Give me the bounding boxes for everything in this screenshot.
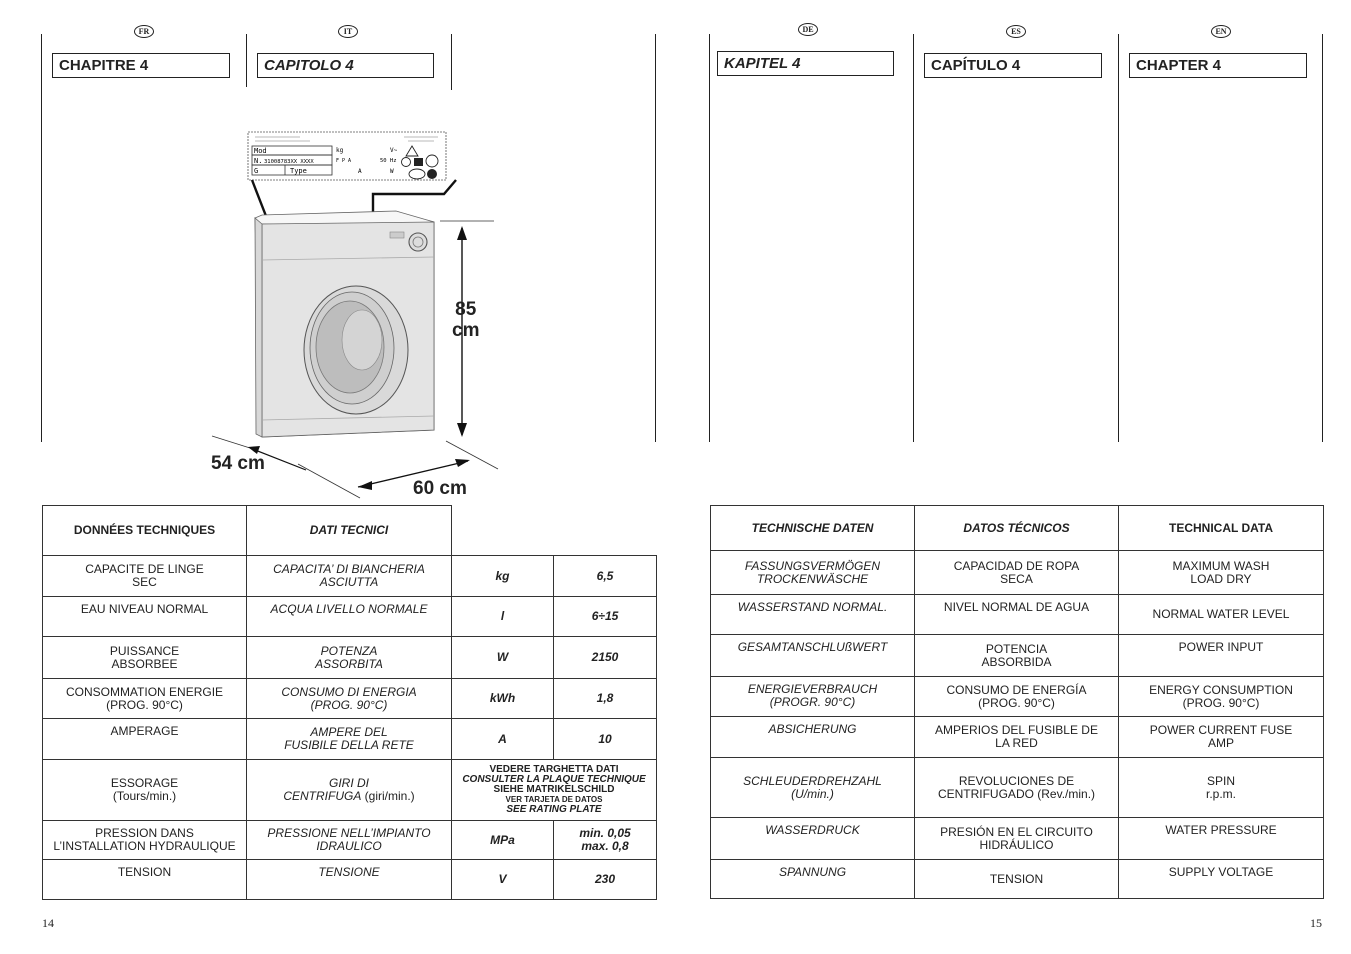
rating-plate-note: VEDERE TARGHETTA DATI CONSULTER LA PLAQUE TECHNIQUE SIEHE MATRIKELSCHILD VER TARJETA DE DATOS SEE RATING PLATE [452, 760, 657, 821]
plate-w: W [390, 168, 394, 175]
table-row: FASSUNGSVERMÖGEN TROCKENWÄSCHE CAPACIDAD DE ROPA SECA MAXIMUM WASH LOAD DRY [711, 551, 1324, 595]
cert-icon [414, 158, 423, 166]
table-header-blank [452, 506, 657, 556]
column-rule [41, 34, 42, 442]
plate-serial: 31008783XX XXXX [264, 159, 314, 165]
plate-g: G [254, 167, 259, 175]
plate-type: Type [290, 167, 307, 175]
table-row: SPANNUNG TENSION SUPPLY VOLTAGE [711, 860, 1324, 899]
lang-badge-de: DE [798, 23, 818, 36]
column-rule [709, 34, 710, 442]
column-rule [1118, 34, 1119, 442]
column-rule [246, 34, 247, 87]
table-row: TENSION TENSIONE V 230 [43, 860, 657, 900]
chapter-title-it: CAPITOLO 4 [257, 53, 434, 78]
chapter-title-es: CAPÍTULO 4 [924, 53, 1102, 78]
table-header: TECHNISCHE DATEN [711, 506, 915, 551]
table-row: ENERGIEVERBRAUCH (PROGR. 90°C) CONSUMO DE ENERGÍA (PROG. 90°C) ENERGY CONSUMPTION (PROG. 90°C) [711, 677, 1324, 717]
column-rule [655, 34, 656, 442]
table-row: PRESSION DANS L’INSTALLATION HYDRAULIQUE PRESSIONE NELL’IMPIANTO IDRAULICO MPa min. 0,05 max. 0,8 [43, 821, 657, 860]
plate-mod: Mod [254, 147, 267, 155]
table-row: CAPACITE DE LINGE SEC CAPACITA’ DI BIANCHERIA ASCIUTTA kg 6,5 [43, 556, 657, 597]
page-number-right: 15 [1310, 916, 1322, 930]
table-row: SCHLEUDERDREHZAHL (U/min.) REVOLUCIONES DE CENTRIFUGADO (Rev./min.) SPIN r.p.m. [711, 758, 1324, 818]
lang-badge-en: EN [1211, 25, 1231, 38]
dimension-height: 85 cm [452, 299, 480, 341]
table-row: AMPERAGE AMPERE DEL FUSIBILE DELLA RETE A 10 [43, 719, 657, 760]
table-header: DATOS TÉCNICOS [915, 506, 1119, 551]
table-header: DONNÉES TECHNIQUES [43, 506, 247, 556]
table-row: WASSERSTAND NORMAL. NIVEL NORMAL DE AGUA NORMAL WATER LEVEL [711, 595, 1324, 635]
table-header: DATI TECNICI [247, 506, 452, 556]
page-number-left: 14 [42, 916, 54, 930]
plate-n: N. [254, 157, 263, 165]
dimension-depth: 54 cm [211, 453, 265, 474]
table-row: PUISSANCE ABSORBEE POTENZA ASSORBITA W 2150 [43, 637, 657, 679]
rating-plate [248, 132, 446, 180]
table-row: ESSORAGE (Tours/min.) GIRI DI CENTRIFUGA (giri/min.) VEDERE TARGHETTA DATI CONSULTER LA PLAQUE TECHNIQUE SIEHE MATRIKELSCHILD VER TARJETA DE DATOS SEE RATING PLATE [43, 760, 657, 821]
table-row: WASSERDRUCK PRESIÓN EN EL CIRCUITO HIDRÁULICO WATER PRESSURE [711, 818, 1324, 860]
washing-machine [255, 211, 434, 437]
table-header: TECHNICAL DATA [1119, 506, 1324, 551]
plate-kg: kg [336, 147, 344, 154]
cert-icon [427, 169, 437, 179]
plate-fpa: F P A [336, 158, 352, 164]
column-rule [913, 34, 914, 442]
program-dial [409, 233, 427, 251]
lang-badge-it: IT [338, 25, 358, 38]
table-row: ABSICHERUNG AMPERIOS DEL FUSIBLE DE LA RED POWER CURRENT FUSE AMP [711, 717, 1324, 758]
spec-table-de-es-en [710, 505, 1324, 899]
chapter-title-de: KAPITEL 4 [717, 51, 894, 76]
lang-badge-es: ES [1006, 25, 1026, 38]
table-row: EAU NIVEAU NORMAL ACQUA LIVELLO NORMALE l 6÷15 [43, 597, 657, 637]
chapter-title-en: CHAPTER 4 [1129, 53, 1307, 78]
table-row: CONSOMMATION ENERGIE (PROG. 90°C) CONSUMO DI ENERGIA (PROG. 90°C) kWh 1,8 [43, 679, 657, 719]
table-row: GESAMTANSCHLUßWERT POTENCIA ABSORBIDA POWER INPUT [711, 635, 1324, 677]
column-rule [451, 34, 452, 90]
lang-badge-fr: FR [134, 25, 154, 38]
plate-v: V~ [390, 147, 398, 154]
column-rule [1322, 34, 1323, 442]
plate-a: A [358, 168, 362, 175]
chapter-title-fr: CHAPITRE 4 [52, 53, 230, 78]
plate-hz: 50 Hz [380, 158, 397, 164]
dimension-width: 60 cm [413, 478, 467, 499]
spec-table-fr-it [42, 505, 657, 900]
